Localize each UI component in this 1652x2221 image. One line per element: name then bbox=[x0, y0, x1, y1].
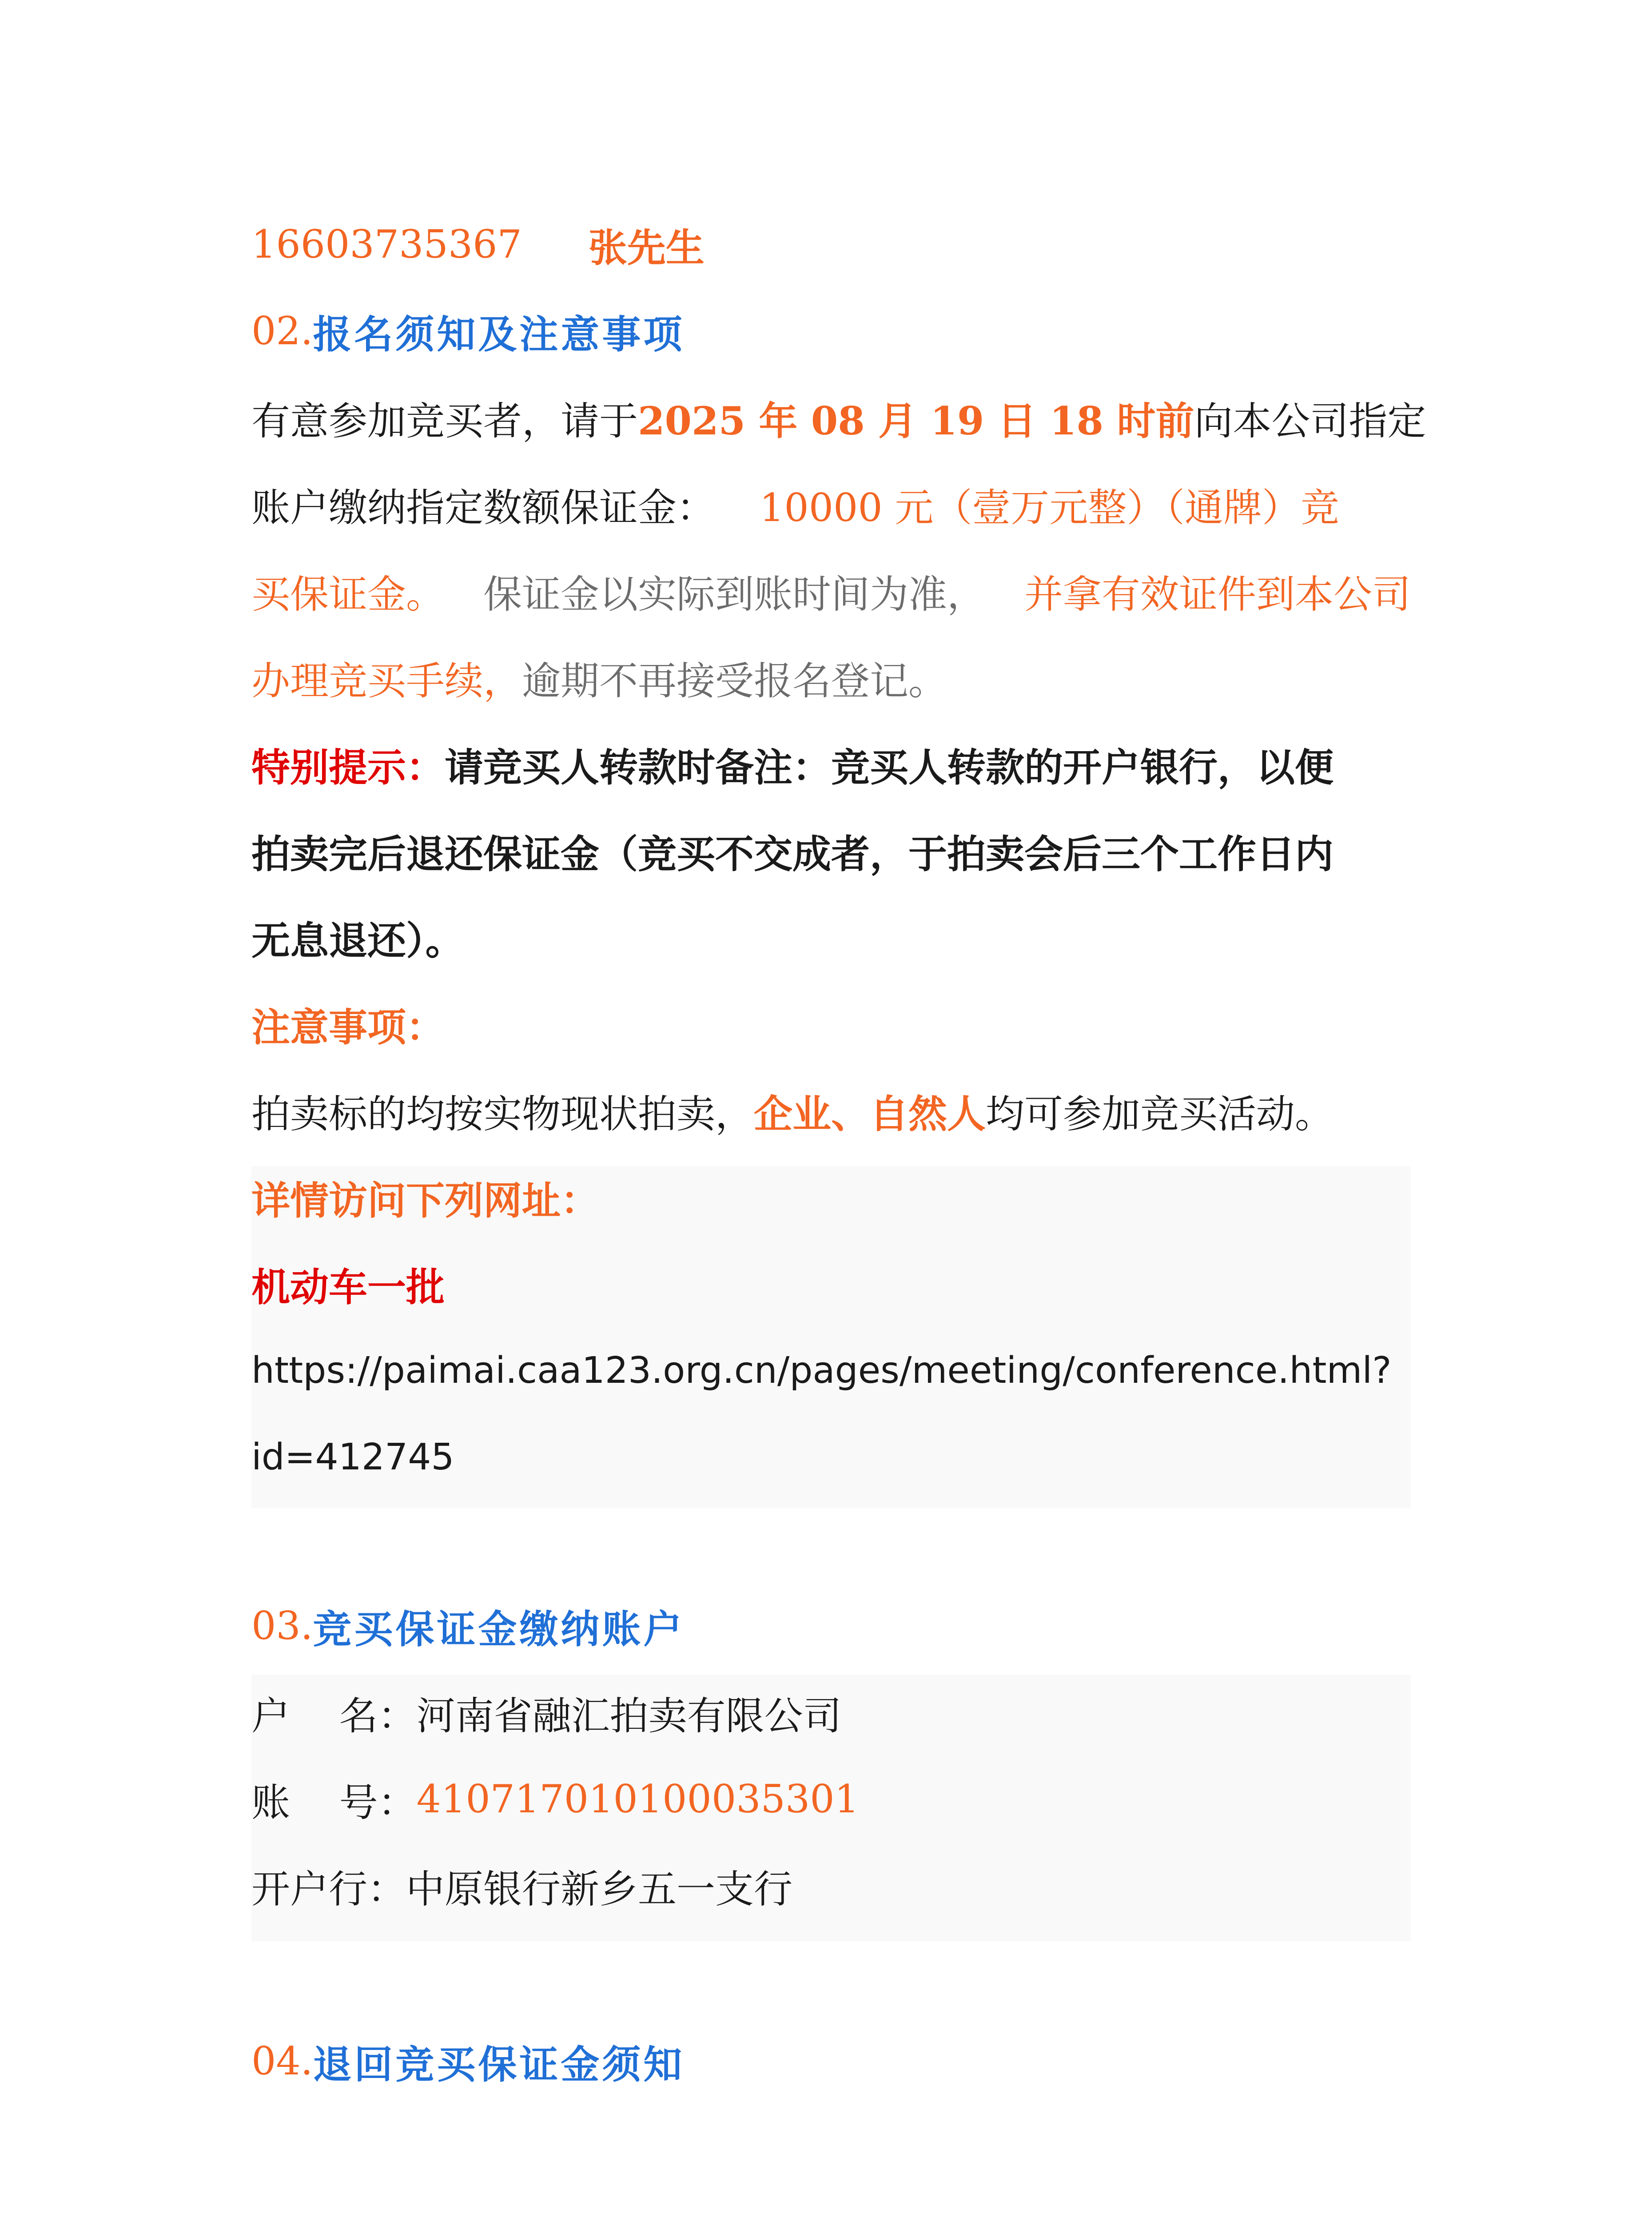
section-04-number: 04. bbox=[251, 2038, 313, 2084]
bank-value: 中原银行新乡五一支行 bbox=[406, 1866, 792, 1912]
account-name-line bbox=[251, 1677, 1411, 1748]
deposit-text: 账户缴纳指定数额保证金： bbox=[251, 485, 715, 530]
account-number-label: 账 号： bbox=[251, 1779, 417, 1825]
account-name-label: 户 名： bbox=[251, 1693, 417, 1739]
account-number-line bbox=[251, 1763, 1411, 1835]
auction-url-part-1[interactable]: https://paimai.caa123.org.cn/pages/meeting/conference.html? bbox=[251, 1349, 1392, 1392]
lot-name bbox=[251, 1248, 1411, 1319]
url-heading bbox=[251, 1162, 1411, 1233]
url-line-1 bbox=[251, 1335, 1411, 1406]
account-number-value: 410717010100035301 bbox=[416, 1776, 859, 1822]
section-04-title: 退回竞买保证金须知 bbox=[313, 2041, 685, 2087]
deposit-label: 买保证金。 bbox=[251, 571, 445, 617]
special-tip-text-3: 无息退还）。 bbox=[251, 917, 464, 963]
section-04-heading bbox=[251, 2026, 1411, 2097]
notice-line bbox=[251, 1075, 1411, 1146]
registration-text-a: 有意参加竞买者，请于 bbox=[251, 398, 638, 444]
registration-line-2 bbox=[251, 469, 1411, 540]
auction-url-part-2[interactable]: id=412745 bbox=[251, 1436, 454, 1478]
special-tip-text: 请竞买人转款时备注：竞买人转款的开户银行，以便 bbox=[445, 744, 1334, 790]
special-tip-line-2 bbox=[251, 815, 1411, 886]
notice-label: 注意事项： bbox=[251, 1004, 445, 1050]
registration-line-1 bbox=[251, 382, 1426, 453]
deposit-arrival-note: 保证金以实际到账时间为准， bbox=[483, 571, 986, 617]
registration-deadline: 2025 年 08 月 19 日 18 时前 bbox=[638, 398, 1194, 444]
special-tip-line-3 bbox=[251, 902, 1411, 973]
contact-phone: 16603735367 bbox=[251, 222, 522, 267]
contact-name: 张先生 bbox=[588, 225, 705, 271]
notice-text-a: 拍卖标的均按实物现状拍卖， bbox=[251, 1091, 754, 1137]
section-02-heading bbox=[251, 295, 1411, 366]
special-tip-label: 特别提示： bbox=[251, 744, 445, 790]
lot-name-text: 机动车一批 bbox=[251, 1264, 445, 1310]
registration-line-4 bbox=[251, 642, 1411, 713]
late-note: 逾期不再接受报名登记。 bbox=[522, 658, 947, 704]
section-03-number: 03. bbox=[251, 1603, 313, 1648]
procedure-text: 办理竞买手续， bbox=[251, 658, 522, 704]
deposit-amount: 10000 元（壹万元整）（通牌）竞 bbox=[760, 485, 1339, 530]
url-heading-text: 详情访问下列网址： bbox=[251, 1178, 599, 1223]
bank-line bbox=[251, 1850, 1411, 1921]
registration-text-b: 向本公司指定 bbox=[1194, 398, 1426, 444]
special-tip-line-1 bbox=[251, 728, 1411, 800]
url-line-2 bbox=[251, 1421, 1411, 1493]
id-requirement: 并拿有效证件到本公司 bbox=[1024, 571, 1411, 617]
section-03-heading bbox=[251, 1590, 1411, 1661]
notice-text-c: 均可参加竞买活动。 bbox=[986, 1091, 1334, 1137]
registration-line-3 bbox=[251, 555, 1411, 626]
section-03-title: 竞买保证金缴纳账户 bbox=[313, 1606, 685, 1652]
account-name-value: 河南省融汇拍卖有限公司 bbox=[416, 1693, 842, 1739]
notice-eligible: 企业、自然人 bbox=[754, 1091, 986, 1137]
bank-label: 开户行： bbox=[251, 1866, 406, 1912]
section-02-title: 报名须知及注意事项 bbox=[313, 311, 685, 357]
contact-line bbox=[251, 209, 1411, 280]
section-02-number: 02. bbox=[251, 308, 313, 354]
special-tip-text-2: 拍卖完后退还保证金（竞买不交成者，于拍卖会后三个工作日内 bbox=[251, 831, 1334, 877]
notice-heading bbox=[251, 988, 1411, 1059]
